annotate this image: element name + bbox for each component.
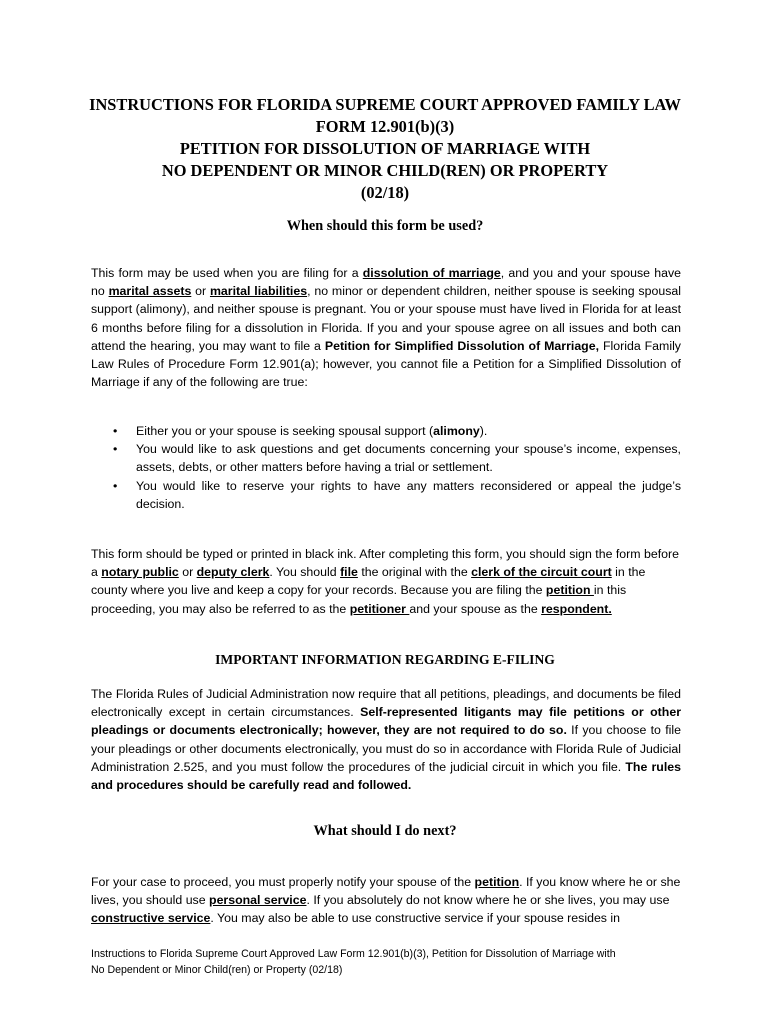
term-petitioner: petitioner: [349, 601, 410, 616]
heading-what-next: What should I do next?: [313, 823, 457, 839]
term-notary-public: notary public: [101, 565, 179, 580]
title-line-2: FORM 12.901(b)(3): [315, 117, 455, 136]
term-constructive-service: constructive service: [91, 911, 211, 926]
footer-line-2: No Dependent or Minor Child(ren) or Property (02/18): [91, 964, 343, 976]
title-line-5: (02/18): [360, 183, 410, 202]
document-title: [70, 94, 700, 204]
paragraph-when-used: This form may be used when you are filing for a dissolution of marriage, and you and your spouse have no marital assets or marital liabilities, no minor or dependent children, neither spouse is seeking spousal support (alimony), and neither spouse is pregnant. You or your spouse must have lived in Florida for at least 6 months before filing for a dissolution in Florida. If you and your spouse agree on all issues and both can attend the hearing, you may want to file a Petition for Simplified Dissolution of Marriage, Florida Family Law Rules of Procedure Form 12.901(a); however, you cannot file a Petition for a Simplified Dissolution of Marriage if any of the following are true:: [91, 266, 681, 390]
paragraph-what-next: For your case to proceed, you must properly notify your spouse of the petition. If you know where he or she lives, you should use personal service. If you absolutely do not know where he or she lives, you may use constructive service. You may also be able to use constructive service if your spouse resides in: [91, 875, 681, 926]
footer-line-1: Instructions to Florida Supreme Court Approved Law Form 12.901(b)(3), Petition for Dissolution of Marriage with: [91, 948, 616, 960]
term-petition: petition: [545, 583, 594, 598]
term-clerk-of-circuit-court: clerk of the circuit court: [471, 565, 612, 580]
list-item: • Either you or your spouse is seeking spousal support (alimony).: [91, 422, 681, 440]
paragraph-filing: This form should be typed or printed in black ink. After completing this form, you should sign the form before a notary public or deputy clerk. You should file the original with the clerk of the circuit court in the county where you live and keep a copy for your records. Because you are filing the petition in this proceeding, you may also be referred to as the petitioner and your spouse as the respondent.: [91, 547, 679, 616]
term-dissolution-of-marriage: dissolution of marriage: [362, 266, 501, 280]
heading-e-filing: IMPORTANT INFORMATION REGARDING E-FILING: [215, 652, 555, 667]
term-deputy-clerk: deputy clerk: [196, 565, 270, 580]
page-footer: [91, 946, 691, 978]
title-line-3: PETITION FOR DISSOLUTION OF MARRIAGE WITH: [179, 139, 591, 158]
term-marital-liabilities: marital liabilities: [209, 284, 308, 299]
list-item: • You would like to ask questions and get documents concerning your spouse’s income, expenses, assets, debts, or other matters before having a trial or settlement.: [113, 442, 681, 475]
bullet-glyph: •: [113, 424, 118, 438]
term-marital-assets: marital assets: [108, 284, 192, 299]
term-respondent: respondent.: [541, 601, 612, 616]
bullet-glyph: •: [113, 478, 118, 493]
title-line-1: INSTRUCTIONS FOR FLORIDA SUPREME COURT APPROVED FAMILY LAW: [89, 95, 681, 114]
list-item: • You would like to reserve your rights to have any matters reconsidered or appeal the judge’s decision.: [113, 478, 681, 511]
conditions-list: [91, 422, 681, 513]
term-personal-service: personal service: [209, 893, 307, 908]
term-petition: petition: [474, 875, 520, 889]
title-line-4: NO DEPENDENT OR MINOR CHILD(REN) OR PROPERTY: [161, 161, 609, 180]
heading-when-used: When should this form be used?: [286, 218, 484, 234]
paragraph-e-filing: The Florida Rules of Judicial Administration now require that all petitions, pleadings, and documents be filed electronically except in certain circumstances. Self-represented litigants may file petitions or other pleadings or documents electronically; however, they are not required to do so. If you choose to file your pleadings or other documents electronically, you must do so in accordance with Florida Rule of Judicial Administration 2.525, and you must follow the procedures of the judicial circuit in which you file. The rules and procedures should be carefully read and followed.: [91, 687, 682, 793]
form-name-simplified-dissolution: Petition for Simplified Dissolution of Marriage,: [324, 338, 600, 353]
term-file: file: [340, 565, 358, 580]
bullet-glyph: •: [113, 442, 118, 457]
